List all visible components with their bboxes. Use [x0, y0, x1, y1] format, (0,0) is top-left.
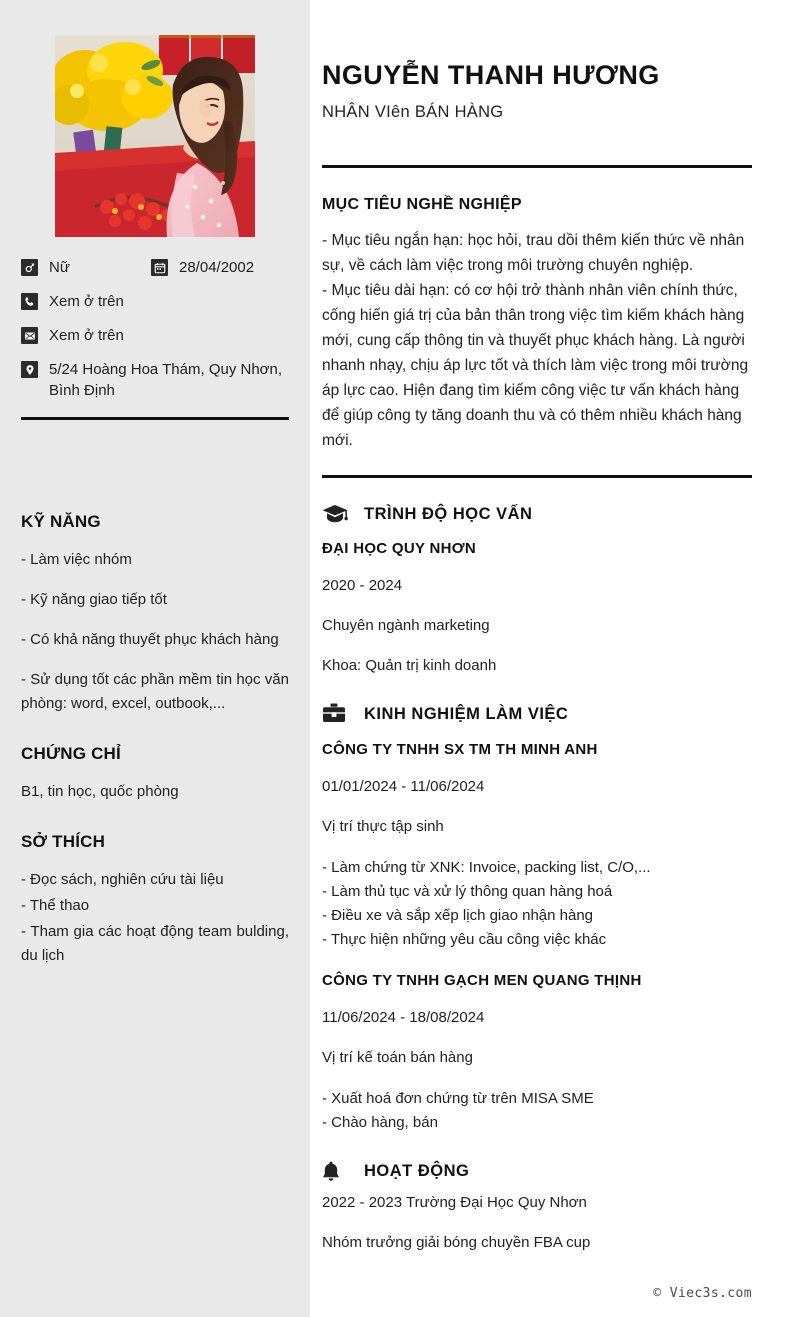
job-company: CÔNG TY TNHH GẠCH MEN QUANG THỊNH	[322, 972, 642, 989]
job-period: 11/06/2024 - 18/08/2024	[322, 1009, 485, 1026]
experience-job	[322, 741, 752, 952]
gender-icon	[21, 259, 38, 276]
interests-heading: SỞ THÍCH	[21, 832, 106, 851]
phone-icon	[21, 293, 38, 310]
mail-icon	[21, 327, 38, 344]
birthdate-value: 28/04/2002	[179, 259, 255, 276]
sidebar-sections	[0, 512, 310, 968]
phone-value: Xem ở trên	[49, 293, 124, 310]
education-heading: TRÌNH ĐỘ HỌC VẤN	[364, 504, 533, 523]
bell-icon	[322, 1161, 352, 1182]
sidebar-divider	[21, 417, 289, 420]
contact-row	[21, 325, 289, 346]
briefcase-icon	[322, 703, 352, 725]
certificates-heading: CHỨNG CHỈ	[21, 744, 121, 763]
job-company: CÔNG TY TNHH SX TM TH MINH ANH	[322, 741, 598, 758]
interest-item: - Tham gia các hoạt động team bulding, du lịch	[21, 923, 289, 964]
location-icon	[21, 361, 38, 378]
activity-period: 2022 - 2023 Trường Đại Học Quy Nhơn	[322, 1194, 587, 1211]
skill-item: - Có khả năng thuyết phục khách hàng	[21, 631, 279, 648]
education-school: ĐẠI HỌC QUY NHƠN	[322, 540, 476, 557]
activity-detail: Nhóm trưởng giải bóng chuyền FBA cup	[322, 1234, 591, 1251]
graduation-cap-icon	[322, 504, 352, 524]
job-duty: - Chào hàng, bán	[322, 1114, 438, 1131]
job-duty: - Xuất hoá đơn chứng từ trên MISA SME	[322, 1090, 594, 1107]
job-duty: - Làm thủ tục và xử lý thông quan hàng hoá	[322, 883, 613, 900]
contact-phone	[21, 291, 289, 312]
certificate-item: B1, tin học, quốc phòng	[21, 783, 179, 800]
contact-row	[21, 291, 289, 312]
education-period: 2020 - 2024	[322, 577, 403, 594]
skill-item: - Sử dụng tốt các phần mềm tin học văn phòng: word, excel, outbook,...	[21, 671, 289, 712]
job-duty: - Làm chứng từ XNK: Invoice, packing list, C/O,...	[322, 859, 651, 876]
objective-paragraph-long-term: - Mục tiêu dài hạn: có cơ hội trở thành nhân viên chính thức, cống hiến giá trị của bản thân trong việc tìm kiếm khách hàng mới, cung cấp thông tin và thuyết phục khách hàng. Là người nhanh nhạy, chịu áp lực tốt và thích làm việc trong môi trường áp lực cao. Hiện đang tìm kiếm công việc tư vấn khách hàng để giúp công ty tăng doanh thu và có thêm nhiều khách hàng mới.	[322, 282, 749, 449]
job-duty: - Thực hiện những yêu cầu công việc khác	[322, 931, 607, 948]
interest-item: - Đọc sách, nghiên cứu tài liệu	[21, 871, 224, 888]
job-position: Vị trí kế toán bán hàng	[322, 1049, 473, 1066]
activities-section-header	[322, 1161, 752, 1182]
address-value: 5/24 Hoàng Hoa Thám, Quy Nhơn, Bình Định	[49, 361, 283, 399]
job-position: Vị trí thực tập sinh	[322, 818, 444, 835]
footer-copyright: © Viec3s.com	[653, 1286, 752, 1301]
education-major: Chuyên ngành marketing	[322, 617, 490, 634]
photo-container	[0, 35, 310, 237]
contact-list	[21, 257, 289, 401]
skill-item: - Kỹ năng giao tiếp tốt	[21, 591, 167, 608]
skill-item: - Làm việc nhóm	[21, 551, 132, 568]
candidate-job-title: NHÂN VIên BÁN HÀNG	[322, 103, 504, 121]
contact-email	[21, 325, 289, 346]
job-period: 01/01/2024 - 11/06/2024	[322, 778, 485, 795]
job-duty: - Điều xe và sắp xếp lịch giao nhận hàng	[322, 907, 594, 924]
job-duties	[322, 1087, 752, 1135]
education-section-header	[322, 504, 752, 524]
objective-paragraph-short-term: - Mục tiêu ngắn hạn: học hỏi, trau dồi thêm kiến thức về nhân sự, về cách làm việc trong môi trường chuyên nghiệp.	[322, 232, 745, 274]
email-value: Xem ở trên	[49, 327, 124, 344]
contact-address	[21, 359, 289, 401]
header-divider	[322, 165, 752, 168]
main-content	[310, 0, 800, 1317]
gender-value: Nữ	[49, 259, 70, 276]
experience-heading: KINH NGHIỆM LÀM VIỆC	[364, 704, 569, 723]
avatar	[55, 35, 255, 237]
activities-heading: HOẠT ĐỘNG	[364, 1162, 470, 1180]
sidebar	[0, 0, 310, 1317]
contact-row	[21, 257, 289, 278]
contact-gender	[21, 257, 151, 278]
calendar-icon	[151, 259, 168, 276]
experience-section-header	[322, 703, 752, 725]
interest-item: - Thể thao	[21, 897, 90, 914]
objective-divider	[322, 475, 752, 478]
job-duties	[322, 856, 752, 952]
education-faculty: Khoa: Quản trị kinh doanh	[322, 657, 497, 674]
objective-heading: MỤC TIÊU NGHỀ NGHIỆP	[322, 196, 522, 213]
candidate-name: NGUYỄN THANH HƯƠNG	[322, 60, 660, 90]
contact-birthdate	[151, 257, 289, 278]
experience-job	[322, 972, 752, 1135]
contact-row	[21, 359, 289, 401]
skills-heading: KỸ NĂNG	[21, 512, 101, 531]
